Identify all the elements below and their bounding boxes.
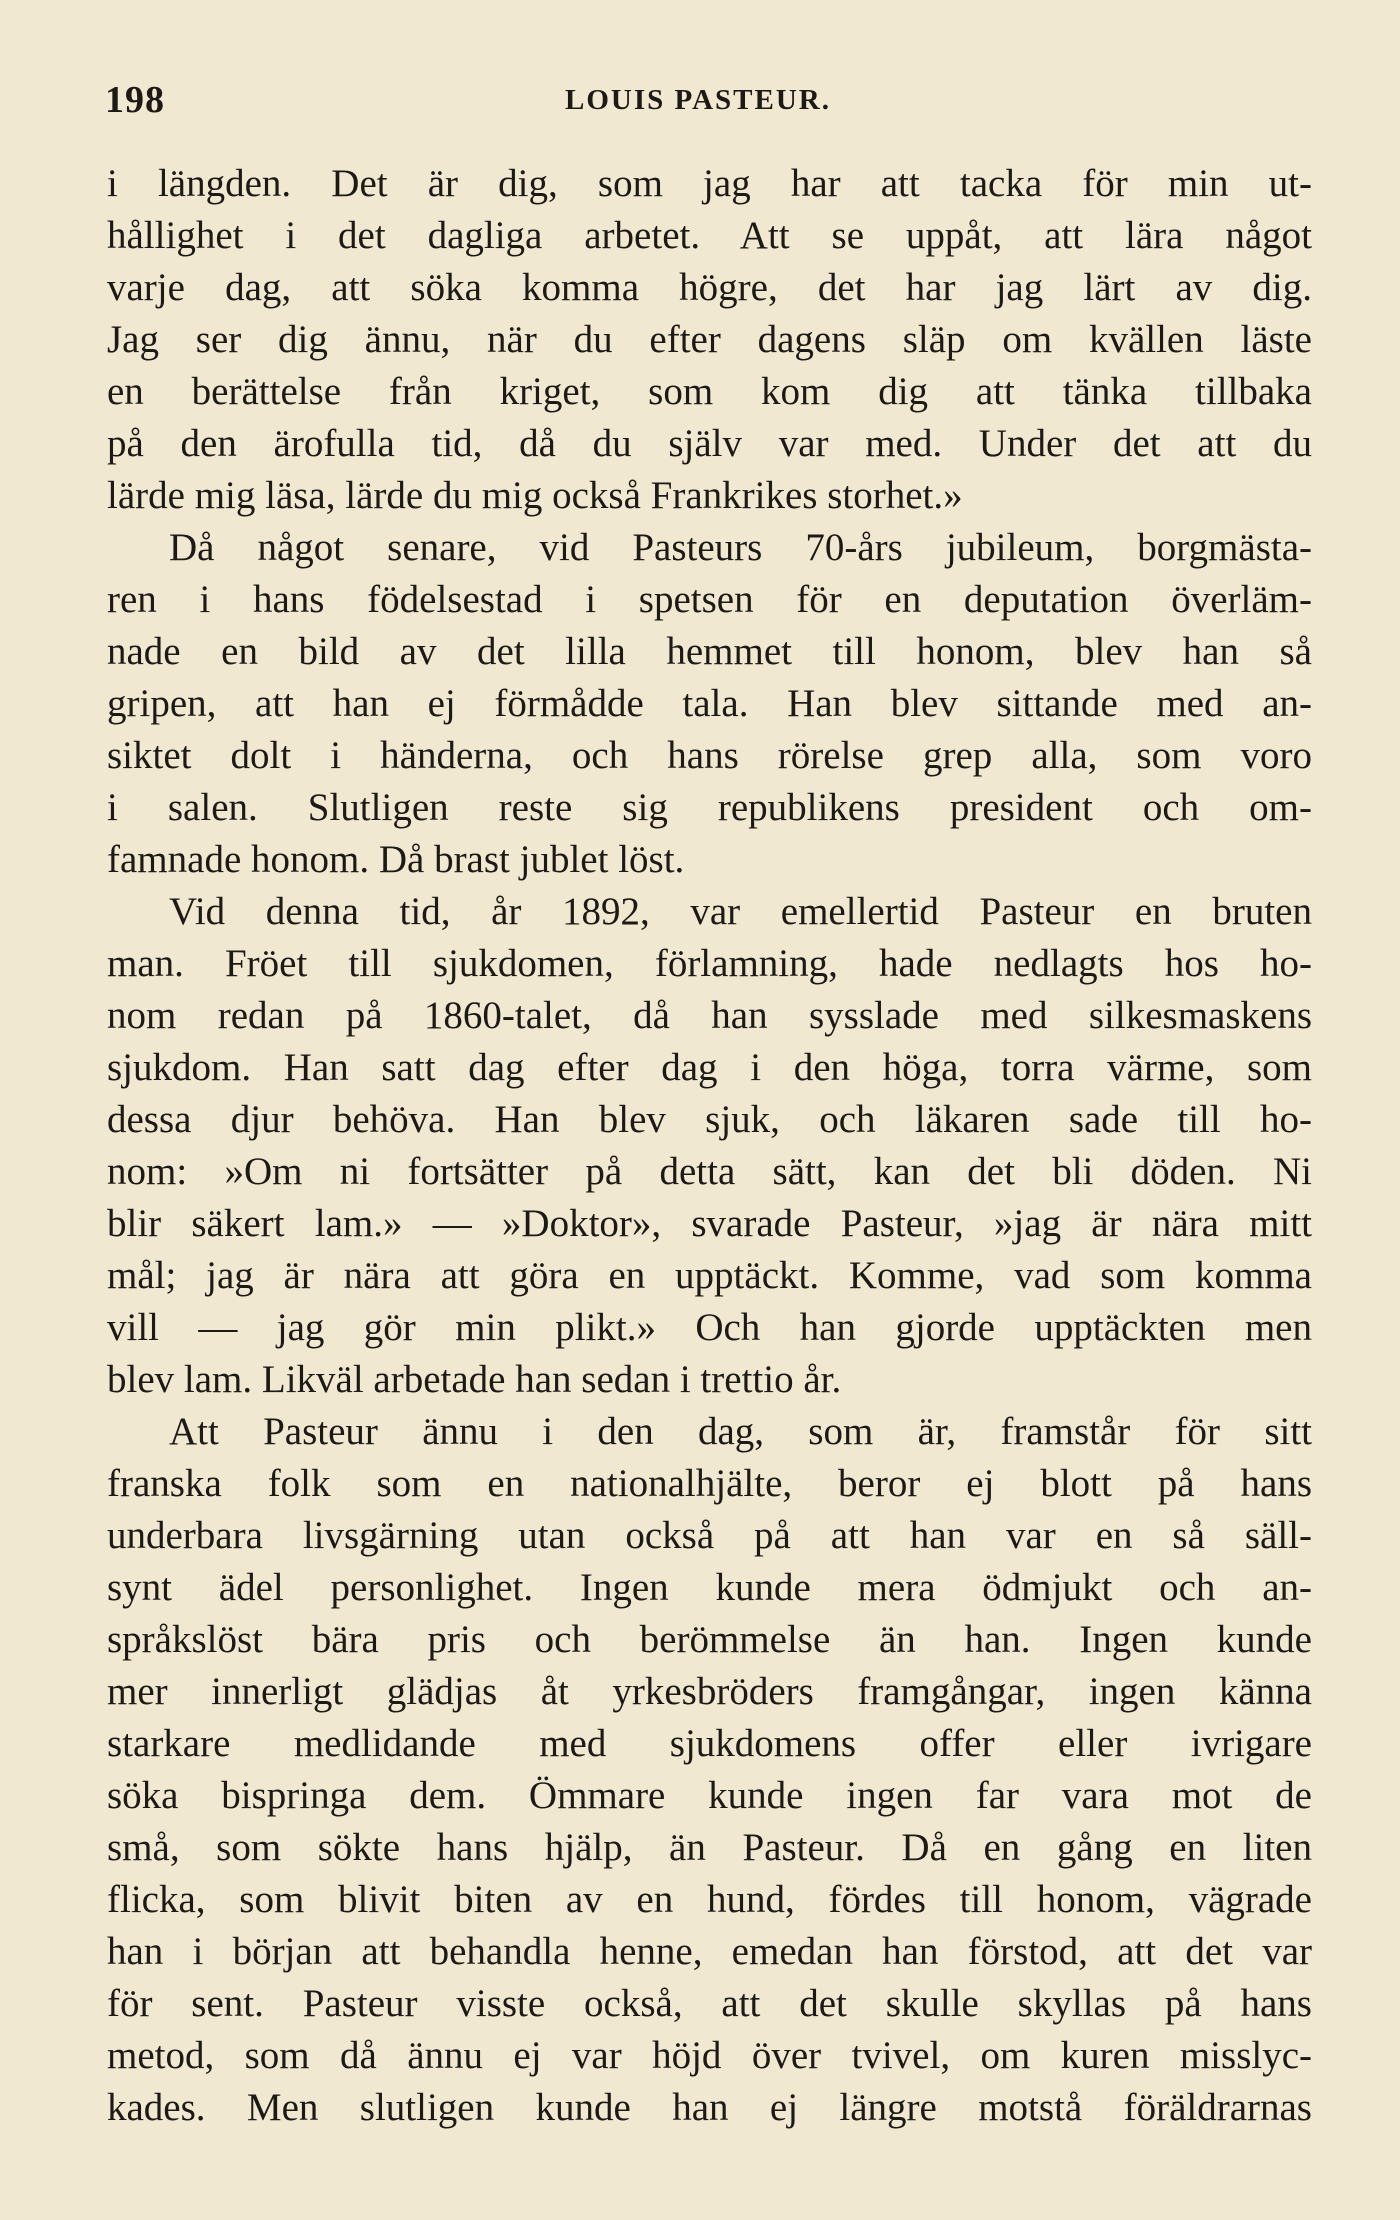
text-line: blir säkert lam.» — »Doktor», svarade Pasteur, »jag är nära mitt xyxy=(107,1202,1312,1245)
text-line: i salen. Slutligen reste sig republikens president och om- xyxy=(107,786,1312,829)
text-line: flicka, som blivit biten av en hund, fördes till honom, vägrade xyxy=(107,1878,1312,1921)
text-line: starkare medlidande med sjukdomens offer eller ivrigare xyxy=(107,1722,1312,1765)
text-line: söka bispringa dem. Ömmare kunde ingen far vara mot de xyxy=(107,1774,1312,1817)
text-line: kades. Men slutligen kunde han ej längre motstå föräldrarnas xyxy=(107,2086,1312,2129)
text-line: man. Fröet till sjukdomen, förlamning, hade nedlagts hos ho- xyxy=(107,942,1312,985)
text-line: han i början att behandla henne, emedan han förstod, att det var xyxy=(107,1930,1312,1973)
text-line: Vid denna tid, år 1892, var emellertid Pasteur en bruten xyxy=(169,890,1312,933)
text-line: varje dag, att söka komma högre, det har jag lärt av dig. xyxy=(107,266,1312,309)
text-line: mer innerligt glädjas åt yrkesbröders framgångar, ingen känna xyxy=(107,1670,1312,1713)
body-text xyxy=(107,158,1312,2134)
text-line: underbara livsgärning utan också på att han var en så säll- xyxy=(107,1514,1312,1557)
running-head-title: LOUIS PASTEUR. xyxy=(565,84,831,116)
text-line: sjukdom. Han satt dag efter dag i den höga, torra värme, som xyxy=(107,1046,1312,1089)
text-line: små, som sökte hans hjälp, än Pasteur. Då en gång en liten xyxy=(107,1826,1312,1869)
text-line: synt ädel personlighet. Ingen kunde mera ödmjukt och an- xyxy=(107,1566,1312,1609)
text-line: lärde mig läsa, lärde du mig också Frankrikes storhet.» xyxy=(107,474,963,517)
page-number: 198 xyxy=(105,79,165,121)
running-head xyxy=(105,78,1320,128)
text-line: nom: »Om ni fortsätter på detta sätt, kan det bli döden. Ni xyxy=(107,1150,1312,1193)
text-line: hållighet i det dagliga arbetet. Att se uppåt, att lära något xyxy=(107,214,1312,257)
text-line: mål; jag är nära att göra en upptäckt. Komme, vad som komma xyxy=(107,1254,1312,1297)
text-line: en berättelse från kriget, som kom dig att tänka tillbaka xyxy=(107,370,1312,413)
text-line: för sent. Pasteur visste också, att det skulle skyllas på hans xyxy=(107,1982,1312,2025)
text-line: siktet dolt i händerna, och hans rörelse grep alla, som voro xyxy=(107,734,1312,777)
text-line: på den ärofulla tid, då du själv var med. Under det att du xyxy=(107,422,1312,465)
text-line: nade en bild av det lilla hemmet till honom, blev han så xyxy=(107,630,1312,673)
text-line: metod, som då ännu ej var höjd över tvivel, om kuren misslyc- xyxy=(107,2034,1312,2077)
text-line: gripen, att han ej förmådde tala. Han blev sittande med an- xyxy=(107,682,1312,725)
text-line: franska folk som en nationalhjälte, beror ej blott på hans xyxy=(107,1462,1312,1505)
text-line: blev lam. Likväl arbetade han sedan i trettio år. xyxy=(107,1358,842,1401)
text-line: Då något senare, vid Pasteurs 70-års jubileum, borgmästa- xyxy=(169,526,1312,569)
text-line: Jag ser dig ännu, när du efter dagens släp om kvällen läste xyxy=(107,318,1312,361)
text-line: nom redan på 1860-talet, då han sysslade med silkesmaskens xyxy=(107,994,1312,1037)
text-line: i längden. Det är dig, som jag har att tacka för min ut- xyxy=(107,162,1312,205)
text-line: språkslöst bära pris och berömmelse än han. Ingen kunde xyxy=(107,1618,1312,1661)
text-line: famnade honom. Då brast jublet löst. xyxy=(107,838,685,881)
text-line: vill — jag gör min plikt.» Och han gjorde upptäckten men xyxy=(107,1306,1312,1349)
text-line: ren i hans födelsestad i spetsen för en deputation överläm- xyxy=(107,578,1312,621)
text-line: Att Pasteur ännu i den dag, som är, framstår för sitt xyxy=(169,1410,1312,1453)
text-line: dessa djur behöva. Han blev sjuk, och läkaren sade till ho- xyxy=(107,1098,1312,1141)
